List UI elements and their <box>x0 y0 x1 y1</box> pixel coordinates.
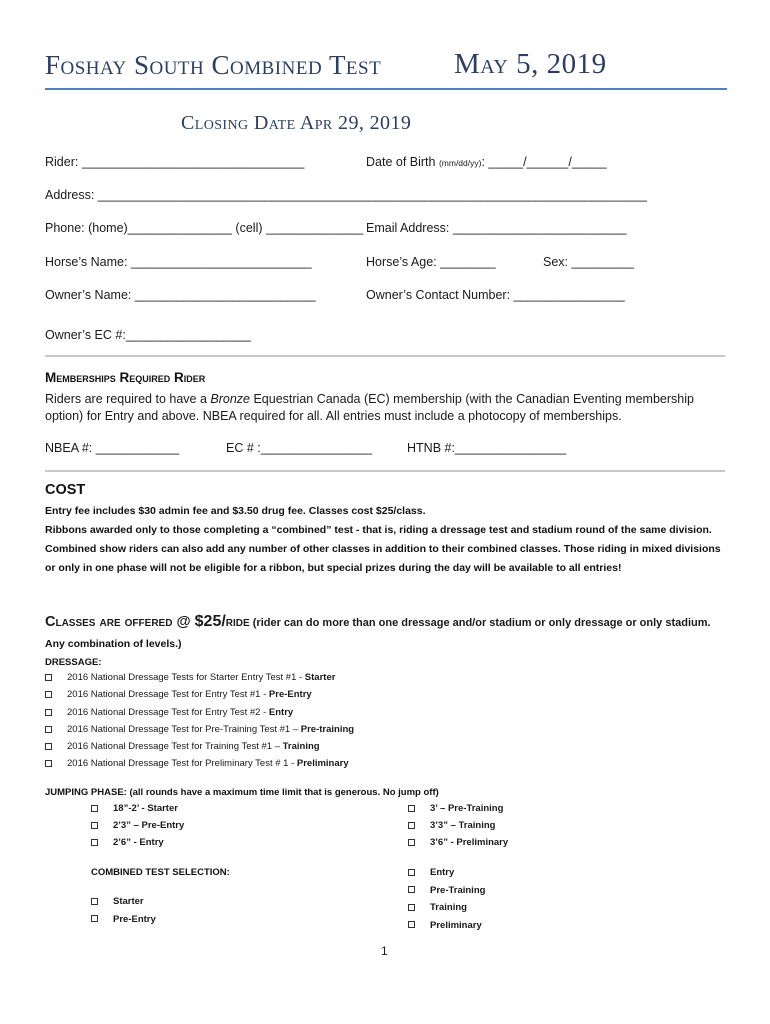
email-field[interactable]: Email Address: _________________________ <box>366 221 627 235</box>
event-date: May 5, 2019 <box>454 48 607 80</box>
classes-heading: Classes are offered @ $25/ride (rider can do more than one dressage and/or stadium or only dressage or only stadium. <box>45 613 711 630</box>
checkbox[interactable] <box>408 869 415 876</box>
checkbox[interactable] <box>408 921 415 928</box>
combined-option[interactable]: Pre-Training <box>408 885 485 903</box>
checkbox[interactable] <box>408 904 415 911</box>
ec-field[interactable]: EC # :________________ <box>226 441 372 455</box>
checkbox[interactable] <box>408 822 415 829</box>
combined-option[interactable]: Pre-Entry <box>91 914 156 932</box>
checkbox[interactable] <box>91 805 98 812</box>
dressage-option[interactable]: 2016 National Dressage Tests for Starter Entry Test #1 - Starter <box>45 672 354 689</box>
memberships-heading: Memberships Required Rider <box>45 370 206 385</box>
jumping-option[interactable]: 3’6” - Preliminary <box>408 837 508 854</box>
checkbox[interactable] <box>91 898 98 905</box>
owner-name-field[interactable]: Owner’s Name: __________________________ <box>45 288 316 302</box>
jumping-right-list <box>408 803 508 854</box>
dressage-label: DRESSAGE: <box>45 657 102 668</box>
dressage-option[interactable]: 2016 National Dressage Test for Pre-Training Test #1 – Pre-training <box>45 724 354 741</box>
jumping-option[interactable]: 2’3” – Pre-Entry <box>91 820 184 837</box>
checkbox[interactable] <box>91 839 98 846</box>
cost-heading: COST <box>45 482 86 498</box>
combined-right-list <box>408 867 485 937</box>
jumping-option[interactable]: 18”-2’ - Starter <box>91 803 184 820</box>
jumping-option[interactable]: 3’ – Pre-Training <box>408 803 508 820</box>
dressage-option[interactable]: 2016 National Dressage Test for Training Test #1 – Training <box>45 741 354 758</box>
dob-format: (mm/dd/yy) <box>438 158 482 168</box>
horse-age-field[interactable]: Horse’s Age: ________ <box>366 255 496 269</box>
combined-option[interactable]: Entry <box>408 867 485 885</box>
phone-field[interactable]: Phone: (home)_______________ (cell) ______________ <box>45 221 364 235</box>
checkbox[interactable] <box>45 691 52 698</box>
combined-label: COMBINED TEST SELECTION: <box>91 867 230 878</box>
checkbox[interactable] <box>45 674 52 681</box>
combined-option[interactable]: Preliminary <box>408 920 485 938</box>
checkbox[interactable] <box>408 839 415 846</box>
jumping-label: JUMPING PHASE: (all rounds have a maximum time limit that is generous. No jump off) <box>45 787 439 798</box>
horse-name-field[interactable]: Horse’s Name: __________________________ <box>45 255 312 269</box>
checkbox[interactable] <box>45 726 52 733</box>
jumping-option[interactable]: 2’6” - Entry <box>91 837 184 854</box>
section-divider <box>45 355 725 357</box>
section-divider <box>45 470 725 472</box>
owner-ec-field[interactable]: Owner’s EC #:__________________ <box>45 328 251 342</box>
classes-heading-continued: Any combination of levels.) <box>45 638 182 650</box>
checkbox[interactable] <box>45 743 52 750</box>
page-title: Foshay South Combined Test <box>45 50 382 80</box>
owner-contact-field[interactable]: Owner’s Contact Number: ________________ <box>366 288 625 302</box>
page-number: 1 <box>381 944 388 958</box>
cost-fee-line: Entry fee includes $30 admin fee and $3.50 drug fee. Classes cost $25/class. <box>45 505 426 517</box>
dob-blank: : _____/______/_____ <box>481 155 607 169</box>
title-divider <box>45 88 727 90</box>
dressage-option[interactable]: 2016 National Dressage Test for Entry Test #1 - Pre-Entry <box>45 689 354 706</box>
checkbox[interactable] <box>45 709 52 716</box>
combined-left-list <box>91 896 156 931</box>
horse-sex-field[interactable]: Sex: _________ <box>543 255 635 269</box>
htnb-field[interactable]: HTNB #:________________ <box>407 441 567 455</box>
memberships-text: Riders are required to have a Bronze Equestrian Canada (EC) membership (with the Canadian Eventing membership option) for Entry and above. NBEA required for all. All entries must include a photocopy of memberships. <box>45 392 694 423</box>
checkbox[interactable] <box>408 886 415 893</box>
combined-option[interactable]: Starter <box>91 896 156 914</box>
closing-date: Closing Date Apr 29, 2019 <box>181 112 412 134</box>
address-field[interactable]: Address: _______________________________________________________________________________ <box>45 188 648 202</box>
checkbox[interactable] <box>91 915 98 922</box>
cost-ribbons-text: Ribbons awarded only to those completing a “combined” test - that is, riding a dressage test and stadium round of the same division. Combined show riders can also add any number of other classes in addition to their combined classes. Those riding in mixed divisions or only in one phase will not be eligible for a ribbon, but special prizes during the day will be available to all entries! <box>45 524 721 574</box>
jumping-left-list <box>91 803 184 854</box>
checkbox[interactable] <box>91 822 98 829</box>
dob-field[interactable] <box>366 155 607 169</box>
dressage-option[interactable]: 2016 National Dressage Test for Preliminary Test # 1 - Preliminary <box>45 758 354 775</box>
checkbox[interactable] <box>408 805 415 812</box>
dob-label: Date of Birth <box>366 155 439 169</box>
checkbox[interactable] <box>45 760 52 767</box>
dressage-option[interactable]: 2016 National Dressage Test for Entry Test #2 - Entry <box>45 707 354 724</box>
dressage-list <box>45 672 354 776</box>
nbea-field[interactable]: NBEA #: ____________ <box>45 441 180 455</box>
combined-option[interactable]: Training <box>408 902 485 920</box>
rider-field[interactable]: Rider: ________________________________ <box>45 155 305 169</box>
jumping-option[interactable]: 3’3” – Training <box>408 820 508 837</box>
